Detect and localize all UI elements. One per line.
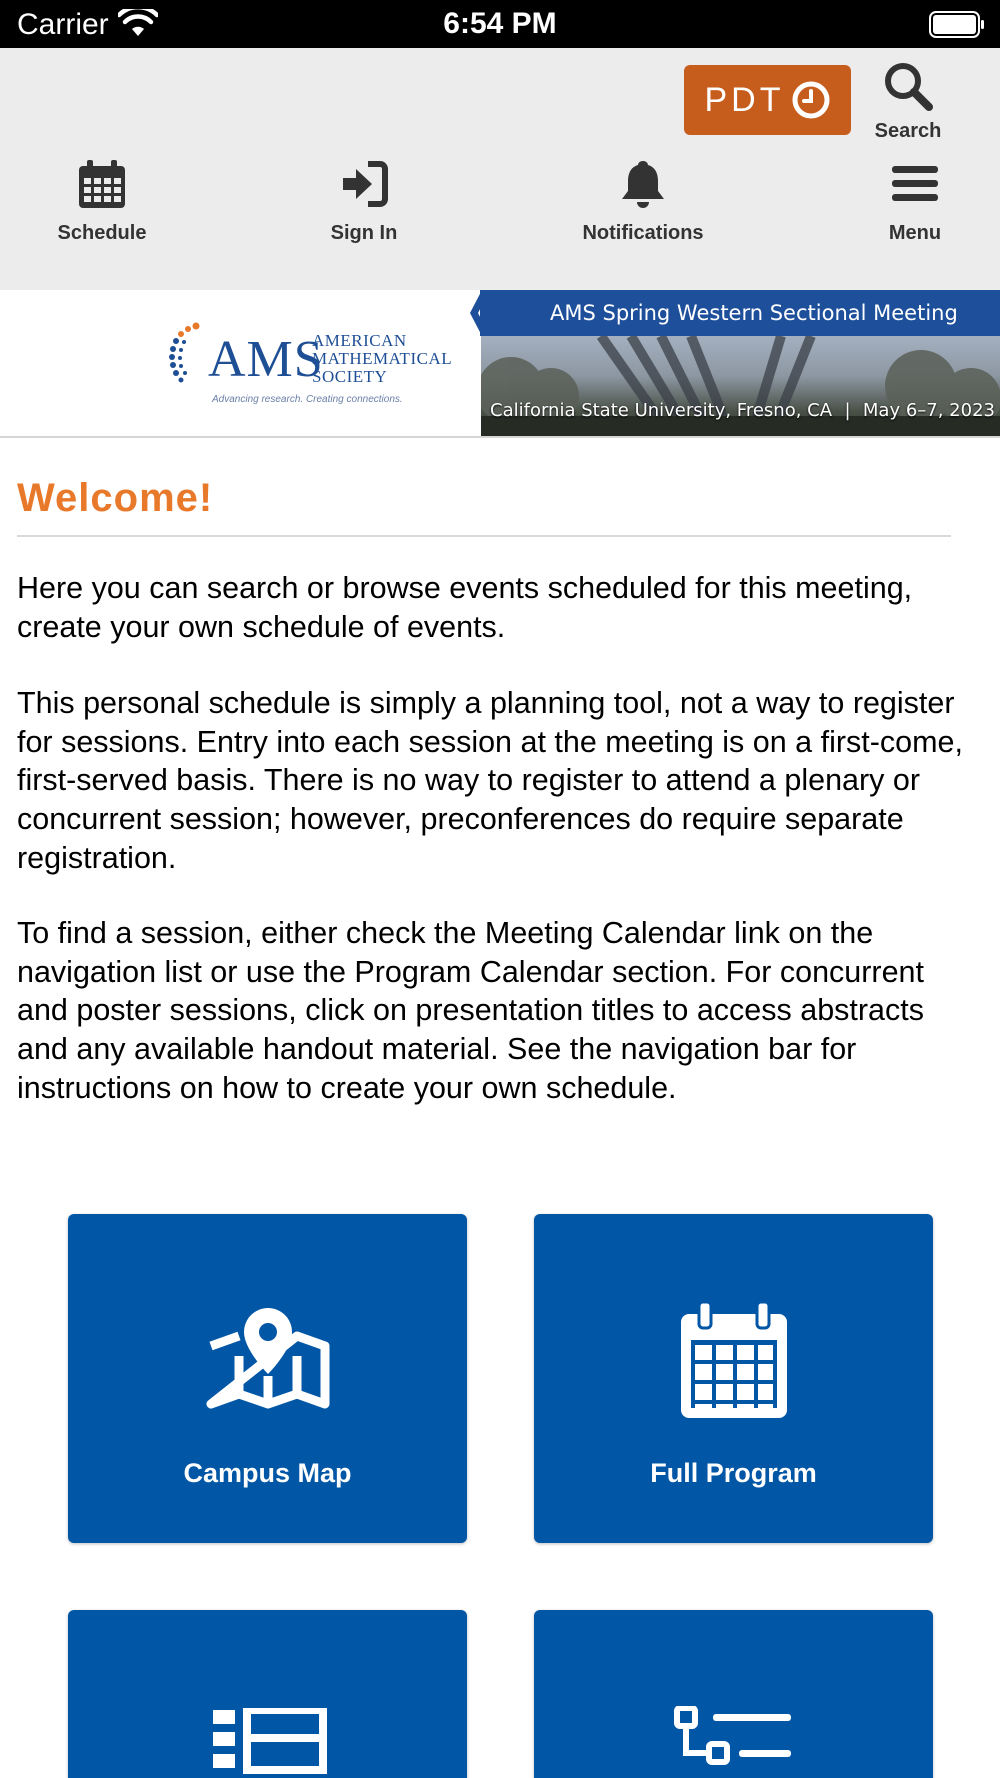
intro-paragraph: Here you can search or browse events scheduled for this meeting, create your own schedule of events.: [17, 571, 913, 644]
page-title: Welcome!: [17, 476, 214, 520]
tree-list-icon: [673, 1706, 795, 1778]
app-toolbar: [0, 48, 1000, 290]
list-icon: [207, 1708, 329, 1778]
ams-name-line-1: AMERICAN: [312, 331, 407, 350]
calendar-icon: [677, 1300, 791, 1422]
schedule-info-paragraph: This personal schedule is simply a planning tool, not a way to register for sessions. Entry into each session at the meeting is on a first-come, first-served basis. There is no way to register to attend a plenary or concurrent session; however, preconferences do require separate registration.: [17, 686, 963, 875]
ams-logo-text: AMS: [208, 331, 324, 388]
divider: [17, 535, 951, 537]
full-program-tile[interactable]: [534, 1214, 933, 1543]
find-session-paragraph: To find a session, either check the Meeting Calendar link on the navigation list or use the Program Calendar section. For concurrent and poster sessions, click on presentation titles to access abstracts and any available handout material. See the navigation bar for instructions on how to create your own schedule.: [17, 916, 924, 1105]
campus-map-tile[interactable]: [68, 1214, 467, 1543]
clock-icon: [791, 80, 831, 120]
nav-schedule[interactable]: [17, 158, 187, 248]
campus-building-image: [481, 336, 1000, 436]
ams-logo: [168, 320, 468, 410]
nav-schedule-label: Schedule: [57, 222, 147, 244]
nav-sign-in-label: Sign In: [330, 222, 398, 244]
status-bar: [0, 0, 1000, 48]
battery-icon: [929, 11, 985, 38]
meeting-caption: [490, 400, 995, 421]
list-tile[interactable]: [68, 1610, 467, 1778]
nav-notifications-label: Notifications: [582, 222, 704, 244]
nav-sign-in[interactable]: [279, 158, 449, 248]
full-program-label: Full Program: [650, 1458, 817, 1488]
search-button[interactable]: [862, 60, 954, 150]
calendar-icon: [76, 158, 128, 210]
bell-icon: [617, 158, 669, 210]
nav-notifications[interactable]: [558, 158, 728, 248]
hamburger-icon: [889, 158, 941, 210]
timezone-label: PDT: [704, 80, 785, 119]
carrier-label: Carrier: [17, 8, 109, 41]
nav-menu-label: Menu: [888, 222, 942, 244]
ams-dots-icon: [168, 320, 212, 400]
campus-map-label: Campus Map: [183, 1458, 352, 1488]
campus-photo: [481, 336, 1000, 436]
caption-separator: |: [844, 400, 851, 421]
sign-in-icon: [338, 158, 390, 210]
tree-list-tile[interactable]: [534, 1610, 933, 1778]
nav-menu[interactable]: [830, 158, 1000, 248]
meeting-dates: May 6–7, 2023: [862, 400, 995, 421]
search-label: Search: [874, 120, 942, 142]
meeting-banner: [0, 290, 1000, 438]
meeting-location: California State University, Fresno, CA: [490, 400, 833, 421]
map-pin-icon: [205, 1306, 331, 1416]
ams-tagline: Advancing research. Creating connections.: [212, 394, 403, 405]
clock-time: 6:54 PM: [443, 7, 557, 40]
meeting-title: AMS Spring Western Sectional Meeting: [480, 290, 1000, 336]
ams-name-line-3: SOCIETY: [312, 367, 388, 386]
search-icon: [882, 60, 934, 112]
ams-full-name: [312, 332, 452, 386]
ams-name-line-2: MATHEMATICAL: [312, 349, 453, 368]
timezone-button[interactable]: [684, 65, 851, 135]
